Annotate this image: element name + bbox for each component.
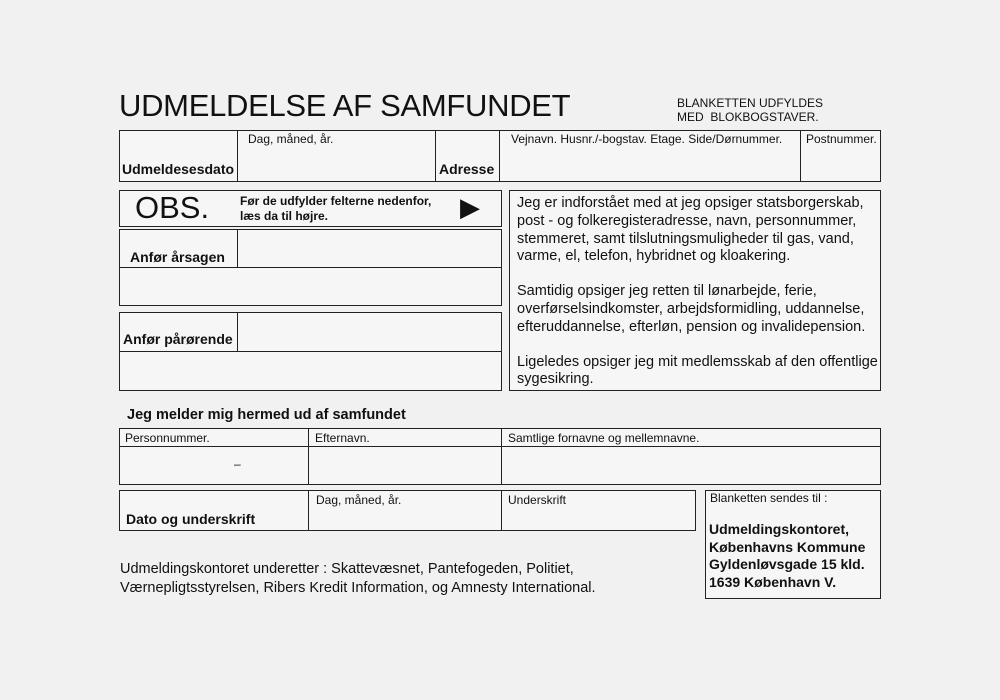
note-line-2: MED BLOKBOGSTAVER.: [677, 110, 819, 124]
divider: [237, 312, 238, 351]
form-title: UDMELDELSE AF SAMFUNDET: [119, 88, 571, 123]
next-of-kin-field-continued[interactable]: [122, 354, 500, 389]
divider: [308, 490, 309, 531]
declaration-paragraph-3: Ligeledes opsiger jeg mit medlemsskab af den offentlige sygesikring.: [517, 353, 878, 388]
departure-date-hint: Dag, måned, år.: [248, 132, 334, 146]
divider: [237, 229, 238, 267]
postal-code-field[interactable]: [803, 150, 879, 178]
next-of-kin-label: Anfør pårørende: [123, 331, 233, 347]
address-line-2: Københavns Kommune: [709, 538, 866, 555]
declaration-text: [517, 195, 879, 389]
cpr-dash: –: [234, 457, 241, 471]
declaration-paragraph-2: Samtidig opsiger jeg retten til lønarbejde, ferie, overførselsindkomster, arbejdsformidling, uddannelse, efteruddannelse, efterløn, pension og invalidepension.: [517, 283, 866, 335]
address-line-3: Gyldenløvsgade 15 kld.: [709, 556, 865, 572]
footer-note: [120, 560, 596, 597]
address-label: Adresse: [439, 161, 495, 177]
obs-text-line-2: læs da til højre.: [240, 208, 329, 223]
note-line-1: BLANKETTEN UDFYLDES: [677, 96, 824, 110]
reason-label: Anfør årsagen: [130, 249, 225, 265]
divider: [237, 130, 238, 182]
block-letters-note: [677, 96, 823, 124]
address-line-1: Udmeldingskontoret,: [709, 521, 850, 537]
next-of-kin-field[interactable]: [240, 315, 500, 349]
obs-text: [240, 194, 431, 223]
address-hint: Vejnavn. Husnr./-bogstav. Etage. Side/Dørnummer.: [511, 132, 783, 146]
divider: [308, 428, 309, 485]
reason-field[interactable]: [240, 232, 500, 265]
footer-line-1: Udmeldingskontoret underetter : Skattevæsnet, Pantefogeden, Politiet,: [120, 561, 574, 577]
divider: [501, 490, 502, 531]
departure-date-label: Udmeldesesdato: [122, 161, 235, 177]
departure-date-field[interactable]: [240, 150, 433, 178]
surname-label: Efternavn.: [315, 431, 370, 445]
send-to-label: Blanketten sendes til :: [710, 491, 828, 505]
given-names-label: Samtlige fornavne og mellemnavne.: [508, 431, 700, 445]
footer-line-2: Værnepligtsstyrelsen, Ribers Kredit Information, og Amnesty International.: [120, 579, 596, 596]
given-names-field[interactable]: [504, 450, 878, 482]
date-and-signature-label: Dato og underskrift: [126, 511, 256, 527]
opt-out-heading: Jeg melder mig hermed ud af samfundet: [127, 407, 406, 423]
divider: [119, 446, 881, 447]
divider: [119, 351, 502, 352]
reason-field-continued[interactable]: [122, 270, 500, 304]
divider: [499, 130, 500, 182]
divider: [800, 130, 801, 182]
obs-label: OBS.: [135, 190, 210, 225]
divider: [501, 428, 502, 485]
cpr-number-field[interactable]: [122, 450, 306, 482]
postal-code-hint: Postnummer.: [806, 132, 877, 146]
cpr-number-label: Personnummer.: [125, 431, 210, 445]
signature-date-field[interactable]: [311, 508, 499, 529]
address-field[interactable]: [502, 150, 798, 178]
signature-hint: Underskrift: [508, 493, 567, 507]
signature-field[interactable]: [504, 508, 694, 529]
signature-date-hint: Dag, måned, år.: [316, 493, 402, 507]
surname-field[interactable]: [311, 450, 499, 482]
address-line-4: 1639 København V.: [709, 573, 837, 590]
declaration-paragraph-1: Jeg er indforstået med at jeg opsiger statsborgerskab, post - og folkeregisteradresse, navn, personnummer, stemmeret, samt tilslutningsmuligheder til gas, vand, varme, el, telefon, hybridnet og kloakering.: [517, 195, 864, 265]
divider: [435, 130, 436, 182]
arrow-right-icon: ▶: [460, 192, 480, 222]
recipient-address: [709, 521, 865, 591]
divider: [119, 267, 502, 268]
obs-text-line-1: Før de udfylder felterne nedenfor,: [240, 194, 432, 208]
